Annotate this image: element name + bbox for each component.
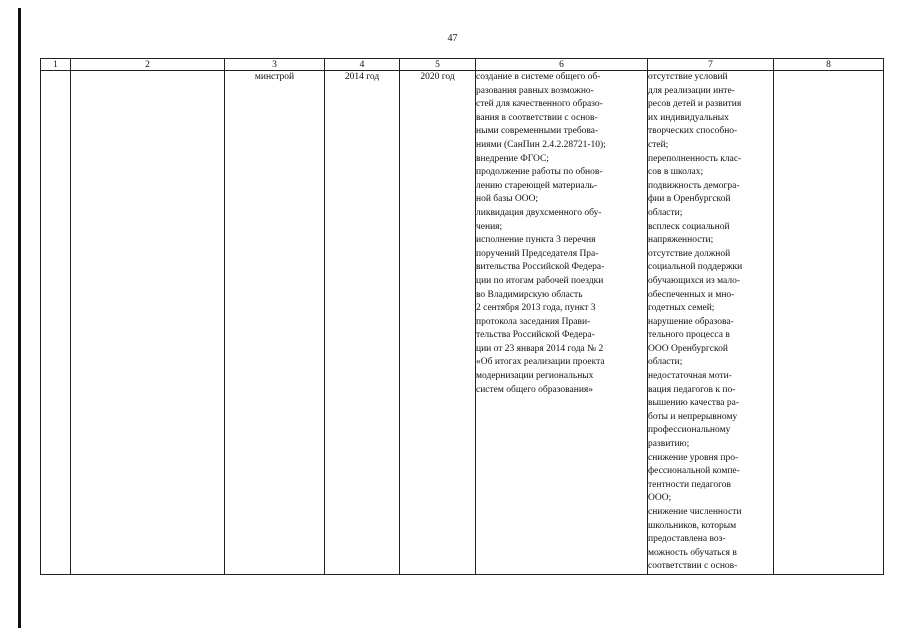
text-line: исполнение пункта 3 перечня [476, 235, 596, 246]
text-line: обучающихся из мало- [648, 275, 741, 286]
table-row [41, 71, 884, 575]
text-line: для реализации инте- [648, 85, 735, 96]
text-line: стей для качественного образо- [476, 99, 603, 110]
text-line: профессиональному [648, 425, 731, 436]
text-line: фии в Оренбургской [648, 194, 731, 205]
text-line: тельного процесса в [648, 330, 730, 341]
header-col-3: 3 [225, 59, 325, 71]
text-line: социальной поддержки [648, 262, 743, 273]
header-row [41, 59, 884, 71]
text-line: «Об итогах реализации проекта [476, 357, 605, 368]
cell-responsible: минстрой [225, 71, 325, 575]
text-line: напряженности; [648, 235, 714, 246]
text-line: сов в школах; [648, 167, 704, 178]
text-line: снижение численности [648, 507, 742, 517]
text-line: предоставлена воз- [648, 534, 726, 545]
text-line: чения; [476, 221, 503, 232]
text-line: снижение уровня про- [648, 452, 739, 463]
text-line: ресов детей и развития [648, 99, 742, 110]
text-line: развитию; [648, 439, 690, 450]
text-line: годетных семей; [648, 303, 715, 314]
text-line: тельства Российской Федера- [476, 330, 595, 341]
text-line: ции по итогам рабочей поездки [476, 275, 604, 286]
text-line: ООО Оренбургской [648, 343, 728, 354]
page-edge-bar [18, 8, 21, 628]
cell-expected-results [476, 71, 648, 575]
text-line: боты и непрерывному [648, 411, 738, 422]
text-line: вания в соответствии с основ- [476, 112, 598, 123]
text-line: ными современными требова- [476, 126, 599, 137]
text-line: области; [648, 357, 683, 368]
text-line: их индивидуальных [648, 112, 729, 123]
text-line: во Владимирскую область [476, 289, 583, 300]
header-col-6: 6 [476, 59, 648, 71]
header-col-4: 4 [325, 59, 400, 71]
text-line: вительства Российской Федера- [476, 262, 605, 273]
text-line: отсутствие условий [648, 72, 728, 82]
text-line: продолжение работы по обнов- [476, 167, 603, 178]
text-line: ООО; [648, 493, 672, 504]
header-col-8: 8 [774, 59, 884, 71]
cell-start-year: 2014 год [325, 71, 400, 575]
text-line: школьников, которым [648, 520, 737, 531]
page-number: 47 [447, 33, 458, 44]
document-table [40, 58, 884, 575]
cell-col-1 [41, 71, 71, 575]
text-line: поручений Председателя Пра- [476, 248, 599, 259]
text-line: тентности педагогов [648, 479, 732, 490]
header-col-5: 5 [400, 59, 476, 71]
text-line: ликвидация двухсменного обу- [476, 207, 602, 218]
text-line: лению стареющей материаль- [476, 180, 598, 191]
text-line: систем общего образования» [476, 384, 594, 395]
text-line: создание в системе общего об- [476, 72, 601, 82]
text-line: отсутствие должной [648, 248, 731, 259]
cell-end-year: 2020 год [400, 71, 476, 575]
text-line: разования равных возможно- [476, 85, 594, 96]
text-line: творческих способно- [648, 126, 738, 137]
consequences-lines [648, 71, 773, 574]
text-line: модернизации региональных [476, 371, 594, 382]
text-line: внедрение ФГОС; [476, 153, 549, 164]
cell-col-2 [71, 71, 225, 575]
text-line: подвижность демогра- [648, 180, 740, 191]
header-col-7: 7 [648, 59, 774, 71]
cell-col-8 [774, 71, 884, 575]
text-line: нарушение образова- [648, 316, 734, 327]
text-line: ниями (СанПин 2.4.2.28721-10); [476, 139, 606, 150]
text-line: 2 сентября 2013 года, пункт 3 [476, 303, 596, 314]
text-line: вация педагогов к по- [648, 384, 736, 395]
text-line: ции от 23 января 2014 года № 2 [476, 343, 604, 354]
text-line: всплеск социальной [648, 221, 730, 232]
text-line: вышению качества ра- [648, 398, 740, 409]
expected-results-lines [476, 71, 647, 397]
header-col-2: 2 [71, 59, 225, 71]
text-line: обеспеченных и мно- [648, 289, 735, 300]
header-col-1: 1 [41, 59, 71, 71]
text-line: соответствии с основ- [648, 561, 738, 572]
cell-consequences [648, 71, 774, 575]
text-line: ной базы ООО; [476, 194, 539, 205]
text-line: стей; [648, 139, 669, 150]
text-line: области; [648, 207, 683, 218]
text-line: переполненность клас- [648, 153, 742, 164]
text-line: недостаточная моти- [648, 371, 732, 382]
text-line: фессиональной компе- [648, 466, 740, 477]
text-line: можность обучаться в [648, 547, 737, 558]
text-line: протокола заседания Прави- [476, 316, 591, 327]
